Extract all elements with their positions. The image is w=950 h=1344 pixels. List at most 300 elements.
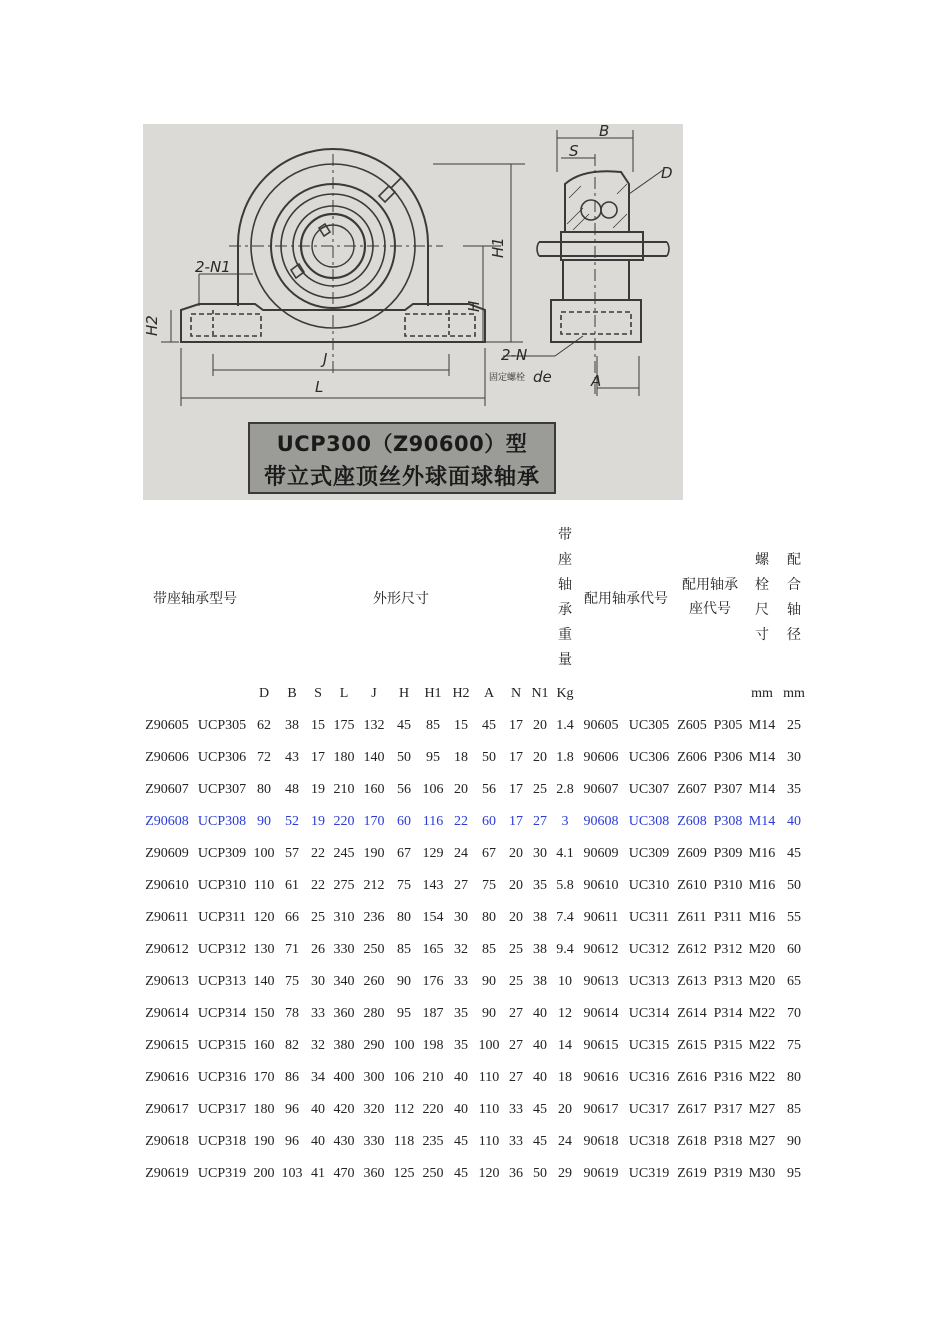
cell-housing-code: Z612 — [677, 942, 707, 957]
cell-housing-name: P308 — [713, 814, 743, 829]
cell-N1: 40 — [533, 1070, 547, 1085]
cell-N: 20 — [509, 846, 523, 861]
cell-bolt-size: M16 — [748, 910, 776, 925]
cell-model-code: Z90615 — [145, 1038, 189, 1053]
cell-housing-code: Z616 — [677, 1070, 707, 1085]
cell-weight-kg: 18 — [558, 1070, 572, 1085]
header-weight-char: 座 — [558, 553, 572, 568]
cell-model-code: Z90617 — [145, 1102, 189, 1117]
cell-shaft-diameter: 35 — [787, 782, 801, 797]
cell-weight-kg: 12 — [558, 1006, 572, 1021]
cell-housing-code: Z618 — [677, 1134, 707, 1149]
cell-B: 52 — [285, 814, 299, 829]
header-bolt-char: 栓 — [755, 578, 769, 593]
cell-H1: 198 — [422, 1038, 444, 1053]
cell-D: 100 — [253, 846, 275, 861]
cell-shaft-diameter: 80 — [787, 1070, 801, 1085]
cell-H1: 106 — [422, 782, 444, 797]
cell-weight-kg: 4.1 — [556, 846, 574, 861]
cell-S: 40 — [311, 1134, 325, 1149]
cell-bearing-name: UC312 — [628, 942, 670, 957]
cell-housing-name: P312 — [713, 942, 743, 957]
cell-A: 56 — [482, 782, 496, 797]
cell-A: 67 — [482, 846, 496, 861]
svg-text:L: L — [315, 378, 324, 396]
cell-N1: 40 — [533, 1006, 547, 1021]
cell-model-code: Z90608 — [145, 814, 189, 829]
cell-H1: 143 — [422, 878, 444, 893]
cell-housing-code: Z619 — [677, 1166, 707, 1181]
cell-J: 300 — [363, 1070, 385, 1085]
cell-bolt-size: M22 — [748, 1038, 776, 1053]
cell-bolt-size: M14 — [748, 814, 776, 829]
cell-shaft-diameter: 65 — [787, 974, 801, 989]
subheader-cell: N1 — [531, 686, 549, 701]
cell-model-code: Z90616 — [145, 1070, 189, 1085]
cell-B: 96 — [285, 1102, 299, 1117]
cell-D: 160 — [253, 1038, 275, 1053]
cell-B: 61 — [285, 878, 299, 893]
table-row — [140, 838, 810, 870]
cell-weight-kg: 1.4 — [556, 718, 574, 733]
cell-H1: 250 — [422, 1166, 444, 1181]
subheader-blank — [578, 678, 624, 710]
cell-J: 132 — [363, 718, 385, 733]
cell-model-name: UCP315 — [197, 1038, 247, 1053]
subheader-blank — [624, 678, 674, 710]
cell-bearing-name: UC309 — [628, 846, 670, 861]
table-row — [140, 1158, 810, 1190]
cell-bearing-code: 90605 — [583, 718, 619, 733]
cell-J: 160 — [363, 782, 385, 797]
cell-H: 56 — [397, 782, 411, 797]
cell-A: 120 — [478, 1166, 500, 1181]
cell-bearing-code: 90618 — [583, 1134, 619, 1149]
cell-H: 95 — [397, 1006, 411, 1021]
cell-housing-code: Z608 — [677, 814, 707, 829]
cell-L: 470 — [333, 1166, 355, 1181]
cell-L: 420 — [333, 1102, 355, 1117]
table-row — [140, 902, 810, 934]
cell-S: 34 — [311, 1070, 325, 1085]
cell-H1: 116 — [422, 814, 444, 829]
cell-N: 17 — [509, 782, 523, 797]
table-row — [140, 870, 810, 902]
cell-bearing-name: UC305 — [628, 718, 670, 733]
cell-H1: 85 — [426, 718, 440, 733]
cell-H2: 33 — [454, 974, 468, 989]
header-weight — [552, 518, 578, 678]
cell-H: 85 — [397, 942, 411, 957]
cell-H1: 187 — [422, 1006, 444, 1021]
subheader-cell: mm — [751, 686, 773, 701]
cell-H2: 15 — [454, 718, 468, 733]
cell-S: 22 — [311, 846, 325, 861]
cell-H2: 30 — [454, 910, 468, 925]
cell-N1: 20 — [533, 718, 547, 733]
cell-D: 110 — [253, 878, 275, 893]
cell-weight-kg: 9.4 — [556, 942, 574, 957]
cell-S: 41 — [311, 1166, 325, 1181]
cell-bolt-size: M14 — [748, 750, 776, 765]
svg-text:de: de — [533, 368, 552, 386]
cell-bearing-code: 90606 — [583, 750, 619, 765]
cell-J: 236 — [363, 910, 385, 925]
cell-D: 130 — [253, 942, 275, 957]
header-bolt — [746, 518, 778, 678]
cell-N1: 30 — [533, 846, 547, 861]
cell-N1: 35 — [533, 878, 547, 893]
cell-model-name: UCP313 — [197, 974, 247, 989]
subheader-blank — [710, 678, 746, 710]
subheader-cell: J — [371, 686, 377, 701]
cell-D: 90 — [257, 814, 271, 829]
cell-B: 78 — [285, 1006, 299, 1021]
cell-bearing-code: 90615 — [583, 1038, 619, 1053]
cell-housing-code: Z606 — [677, 750, 707, 765]
table-row — [140, 1030, 810, 1062]
cell-model-code: Z90605 — [145, 718, 189, 733]
cell-J: 170 — [363, 814, 385, 829]
subheader-cell: A — [483, 686, 495, 701]
cell-L: 210 — [333, 782, 355, 797]
cell-shaft-diameter: 85 — [787, 1102, 801, 1117]
table-row — [140, 998, 810, 1030]
cell-L: 360 — [333, 1006, 355, 1021]
cell-weight-kg: 5.8 — [556, 878, 574, 893]
cell-model-code: Z90612 — [145, 942, 189, 957]
cell-N1: 45 — [533, 1102, 547, 1117]
cell-H2: 32 — [454, 942, 468, 957]
cell-housing-code: Z617 — [677, 1102, 707, 1117]
figure-title-plate — [248, 422, 556, 494]
header-shaft-char: 径 — [787, 628, 801, 643]
cell-shaft-diameter: 25 — [787, 718, 801, 733]
cell-H2: 45 — [454, 1166, 468, 1181]
cell-bearing-name: UC319 — [628, 1166, 670, 1181]
cell-N: 17 — [509, 718, 523, 733]
cell-A: 75 — [482, 878, 496, 893]
cell-bearing-code: 90610 — [583, 878, 619, 893]
spec-table — [140, 518, 810, 1190]
subheader-cell: mm — [783, 686, 805, 701]
cell-housing-name: P309 — [713, 846, 743, 861]
cell-bearing-name: UC306 — [628, 750, 670, 765]
cell-L: 340 — [333, 974, 355, 989]
cell-housing-code: Z607 — [677, 782, 707, 797]
cell-shaft-diameter: 30 — [787, 750, 801, 765]
cell-N1: 38 — [533, 910, 547, 925]
cell-bearing-name: UC311 — [629, 910, 669, 925]
cell-S: 25 — [311, 910, 325, 925]
cell-bearing-code: 90608 — [583, 814, 619, 829]
cell-weight-kg: 2.8 — [556, 782, 574, 797]
cell-S: 33 — [311, 1006, 325, 1021]
cell-bearing-code: 90616 — [583, 1070, 619, 1085]
cell-D: 180 — [253, 1102, 275, 1117]
cell-model-name: UCP317 — [197, 1102, 247, 1117]
cell-N: 33 — [509, 1134, 523, 1149]
cell-L: 400 — [333, 1070, 355, 1085]
cell-bolt-size: M27 — [748, 1134, 776, 1149]
cell-B: 43 — [285, 750, 299, 765]
subheader-blank — [194, 678, 250, 710]
cell-model-name: UCP309 — [197, 846, 247, 861]
header-bolt-char: 螺 — [755, 553, 769, 568]
cell-model-name: UCP311 — [198, 910, 246, 925]
cell-B: 38 — [285, 718, 299, 733]
header-weight-char: 带 — [558, 528, 572, 543]
cell-N1: 27 — [533, 814, 547, 829]
cell-S: 40 — [311, 1102, 325, 1117]
cell-D: 80 — [257, 782, 271, 797]
cell-model-name: UCP319 — [197, 1166, 247, 1181]
cell-housing-code: Z605 — [677, 718, 707, 733]
cell-bearing-code: 90619 — [583, 1166, 619, 1181]
table-row — [140, 966, 810, 998]
cell-model-code: Z90609 — [145, 846, 189, 861]
subheader-cell: L — [339, 686, 349, 701]
cell-model-code: Z90613 — [145, 974, 189, 989]
cell-A: 45 — [482, 718, 496, 733]
cell-S: 26 — [311, 942, 325, 957]
cell-H1: 220 — [422, 1102, 444, 1117]
cell-H: 75 — [397, 878, 411, 893]
subheader-cell: S — [314, 686, 322, 701]
header-housing-code — [674, 518, 746, 678]
cell-N: 33 — [509, 1102, 523, 1117]
cell-H: 106 — [393, 1070, 415, 1085]
cell-housing-code: Z611 — [677, 910, 707, 925]
cell-bearing-name: UC316 — [628, 1070, 670, 1085]
cell-model-code: Z90618 — [145, 1134, 189, 1149]
subheader-cell: B — [287, 686, 297, 701]
subheader-cell: N — [510, 686, 522, 701]
cell-weight-kg: 3 — [561, 814, 569, 829]
cell-B: 48 — [285, 782, 299, 797]
svg-text:J: J — [323, 350, 328, 368]
bearing-drawing — [143, 124, 683, 500]
header-dimensions: 外形尺寸 — [373, 592, 429, 607]
cell-H: 50 — [397, 750, 411, 765]
cell-H1: 210 — [422, 1070, 444, 1085]
cell-bolt-size: M16 — [748, 878, 776, 893]
cell-H1: 95 — [426, 750, 440, 765]
cell-N1: 38 — [533, 942, 547, 957]
cell-model-code: Z90611 — [145, 910, 189, 925]
cell-bearing-code: 90613 — [583, 974, 619, 989]
cell-H2: 40 — [454, 1102, 468, 1117]
table-row — [140, 1126, 810, 1158]
cell-J: 212 — [363, 878, 385, 893]
subheader-blank — [674, 678, 710, 710]
cell-H2: 18 — [454, 750, 468, 765]
table-row — [140, 934, 810, 966]
cell-model-name: UCP314 — [197, 1006, 247, 1021]
cell-shaft-diameter: 90 — [787, 1134, 801, 1149]
cell-model-name: UCP308 — [197, 814, 247, 829]
cell-J: 320 — [363, 1102, 385, 1117]
cell-A: 110 — [478, 1070, 500, 1085]
cell-A: 90 — [482, 1006, 496, 1021]
header-shaft-char: 配 — [787, 553, 801, 568]
cell-housing-name: P307 — [713, 782, 743, 797]
cell-D: 62 — [257, 718, 271, 733]
table-row — [140, 742, 810, 774]
cell-shaft-diameter: 45 — [787, 846, 801, 861]
cell-H: 80 — [397, 910, 411, 925]
cell-S: 22 — [311, 878, 325, 893]
cell-bearing-code: 90617 — [583, 1102, 619, 1117]
cell-N: 17 — [509, 750, 523, 765]
cell-B: 71 — [285, 942, 299, 957]
cell-H: 118 — [393, 1134, 415, 1149]
table-row — [140, 774, 810, 806]
cell-N: 20 — [509, 878, 523, 893]
cell-model-name: UCP318 — [197, 1134, 247, 1149]
svg-text:B: B — [599, 124, 610, 140]
cell-bolt-size: M22 — [748, 1070, 776, 1085]
cell-L: 430 — [333, 1134, 355, 1149]
header-bolt-char: 寸 — [755, 628, 769, 643]
cell-N: 27 — [509, 1070, 523, 1085]
cell-D: 120 — [253, 910, 275, 925]
cell-L: 275 — [333, 878, 355, 893]
svg-text:H: H — [465, 300, 483, 312]
cell-housing-name: P319 — [713, 1166, 743, 1181]
cell-weight-kg: 29 — [558, 1166, 572, 1181]
cell-N1: 50 — [533, 1166, 547, 1181]
cell-D: 170 — [253, 1070, 275, 1085]
cell-J: 290 — [363, 1038, 385, 1053]
svg-text:2-N: 2-N — [501, 346, 528, 364]
cell-shaft-diameter: 55 — [787, 910, 801, 925]
cell-housing-name: P313 — [713, 974, 743, 989]
cell-bearing-name: UC318 — [628, 1134, 670, 1149]
cell-H1: 176 — [422, 974, 444, 989]
cell-N1: 20 — [533, 750, 547, 765]
cell-model-code: Z90614 — [145, 1006, 189, 1021]
cell-bolt-size: M20 — [748, 974, 776, 989]
cell-model-name: UCP307 — [197, 782, 247, 797]
cell-D: 190 — [253, 1134, 275, 1149]
cell-bearing-code: 90609 — [583, 846, 619, 861]
cell-L: 220 — [333, 814, 355, 829]
cell-bearing-code: 90612 — [583, 942, 619, 957]
cell-A: 80 — [482, 910, 496, 925]
cell-N: 25 — [509, 974, 523, 989]
svg-text:S: S — [569, 142, 579, 160]
cell-weight-kg: 10 — [558, 974, 572, 989]
cell-bearing-name: UC315 — [628, 1038, 670, 1053]
cell-housing-code: Z615 — [677, 1038, 707, 1053]
table-row — [140, 1062, 810, 1094]
subheader-cell: D — [258, 686, 270, 701]
cell-bolt-size: M22 — [748, 1006, 776, 1021]
cell-model-name: UCP316 — [197, 1070, 247, 1085]
cell-H2: 35 — [454, 1038, 468, 1053]
table-subheader-row — [140, 678, 810, 710]
cell-model-name: UCP312 — [197, 942, 247, 957]
header-weight-char: 承 — [558, 603, 572, 618]
cell-bolt-size: M14 — [748, 718, 776, 733]
cell-housing-code: Z614 — [677, 1006, 707, 1021]
figure-title-model: UCP300（Z90600）型 — [276, 432, 528, 456]
cell-bearing-name: UC307 — [628, 782, 670, 797]
cell-H2: 22 — [454, 814, 468, 829]
cell-bearing-code: 90611 — [583, 910, 619, 925]
cell-H1: 235 — [422, 1134, 444, 1149]
cell-L: 175 — [333, 718, 355, 733]
cell-H1: 165 — [422, 942, 444, 957]
cell-B: 75 — [285, 974, 299, 989]
cell-shaft-diameter: 75 — [787, 1038, 801, 1053]
cell-S: 19 — [311, 782, 325, 797]
cell-model-name: UCP305 — [197, 718, 247, 733]
cell-A: 110 — [478, 1102, 500, 1117]
cell-L: 330 — [333, 942, 355, 957]
cell-N: 27 — [509, 1038, 523, 1053]
cell-bearing-name: UC313 — [628, 974, 670, 989]
table-row — [140, 710, 810, 742]
cell-L: 180 — [333, 750, 355, 765]
header-bearing-code: 配用轴承代号 — [584, 592, 668, 607]
cell-A: 85 — [482, 942, 496, 957]
cell-bearing-name: UC317 — [628, 1102, 670, 1117]
cell-H1: 129 — [422, 846, 444, 861]
cell-housing-name: P306 — [713, 750, 743, 765]
cell-H: 45 — [397, 718, 411, 733]
subheader-cell: H2 — [452, 686, 470, 701]
cell-housing-name: P310 — [713, 878, 743, 893]
cell-model-code: Z90606 — [145, 750, 189, 765]
cell-D: 200 — [253, 1166, 275, 1181]
cell-H2: 24 — [454, 846, 468, 861]
subheader-cell: H1 — [424, 686, 442, 701]
cell-housing-name: P318 — [713, 1134, 743, 1149]
cell-bolt-size: M30 — [748, 1166, 776, 1181]
svg-text:2-N1: 2-N1 — [195, 258, 231, 276]
cell-H: 125 — [393, 1166, 415, 1181]
cell-N1: 25 — [533, 782, 547, 797]
cell-J: 190 — [363, 846, 385, 861]
cell-N: 17 — [509, 814, 523, 829]
cell-housing-name: P316 — [713, 1070, 743, 1085]
svg-text:固定螺栓: 固定螺栓 — [489, 373, 526, 383]
cell-H: 100 — [393, 1038, 415, 1053]
cell-H2: 27 — [454, 878, 468, 893]
cell-L: 245 — [333, 846, 355, 861]
cell-shaft-diameter: 95 — [787, 1166, 801, 1181]
cell-model-code: Z90610 — [145, 878, 189, 893]
cell-bolt-size: M20 — [748, 942, 776, 957]
header-shaft-char: 轴 — [787, 603, 801, 618]
cell-S: 15 — [311, 718, 325, 733]
header-shaft-char: 合 — [787, 578, 801, 593]
cell-weight-kg: 24 — [558, 1134, 572, 1149]
cell-D: 140 — [253, 974, 275, 989]
cell-housing-code: Z610 — [677, 878, 707, 893]
cell-A: 110 — [478, 1134, 500, 1149]
cell-B: 66 — [285, 910, 299, 925]
cell-J: 280 — [363, 1006, 385, 1021]
cell-S: 30 — [311, 974, 325, 989]
header-weight-char: 轴 — [558, 578, 572, 593]
cell-H2: 35 — [454, 1006, 468, 1021]
cell-J: 260 — [363, 974, 385, 989]
table-row — [140, 1094, 810, 1126]
cell-J: 250 — [363, 942, 385, 957]
